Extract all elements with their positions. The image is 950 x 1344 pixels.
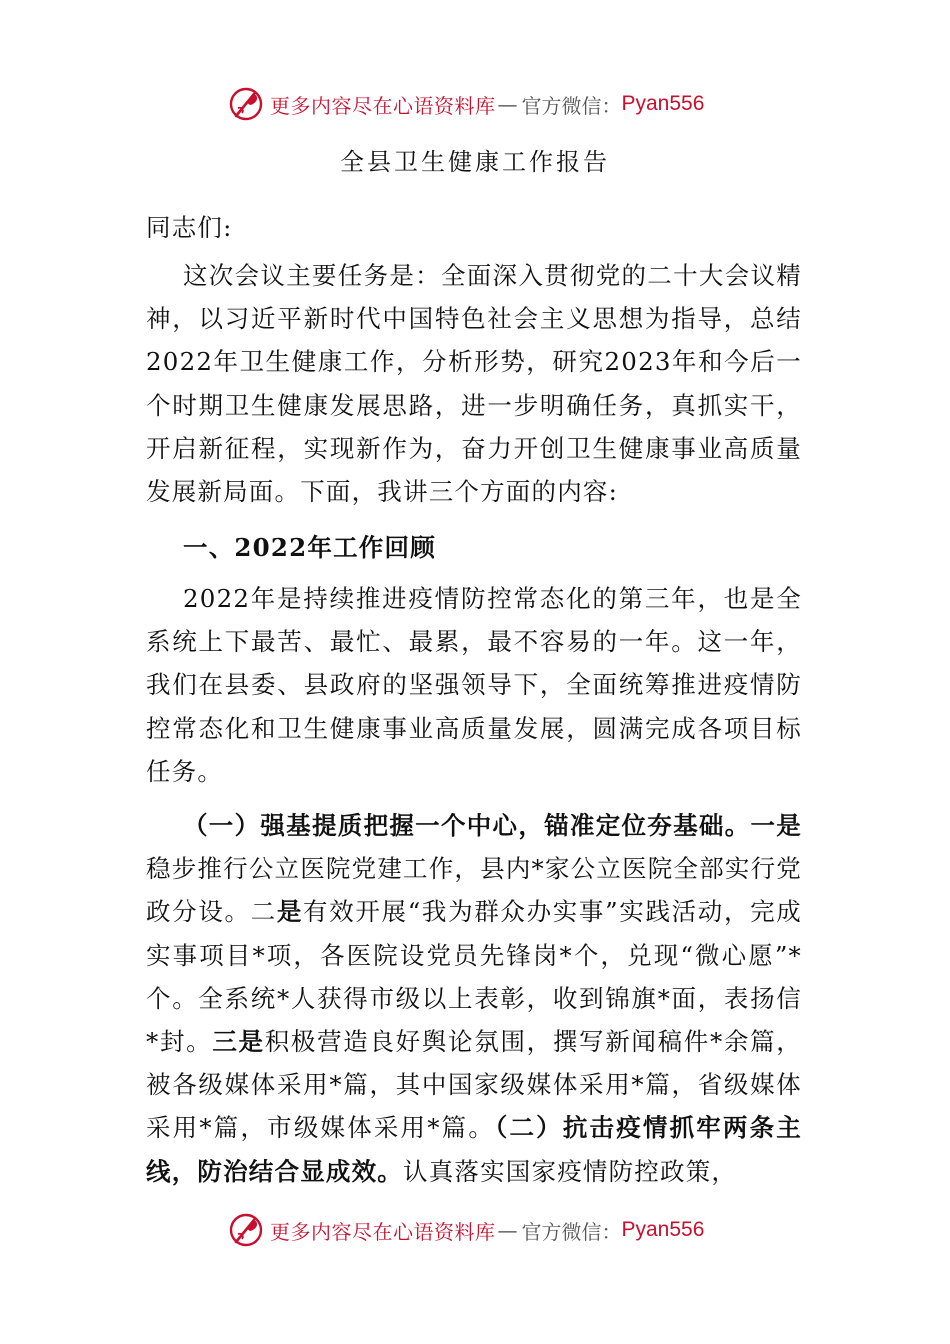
- paragraph-bold-4: （二）抗击疫情抓牢两条主线，防治结合显成效。: [146, 1113, 802, 1186]
- watermark-wechat-label: 官方微信：: [521, 1219, 622, 1244]
- document-title: 全县卫生健康工作报告: [340, 148, 610, 176]
- paragraph-bold-3: 三是: [212, 1027, 265, 1057]
- paragraph-lead: （一）强基提质把握一个中心，锚准定位夯基础。一是: [183, 811, 802, 840]
- watermark-separator: —: [497, 1218, 518, 1242]
- intro-paragraph: 这次会议主要任务是：全面深入贯彻党的二十大会议精神，以习近平新时代中国特色社会主义思想为指导，总结2022年卫生健康工作，分析形势，研究2023年和今后一个时期卫生健康发展思路，进一步明确任务，真抓实干，开启新征程，实现新作为，奋力开创卫生健康事业高质量发展新局面。下面，我讲三个方面的内容:: [146, 261, 802, 507]
- paragraph-text-4: 积极营造良好舆论氛围，撰写新闻稿件*余篇，被各级媒体采用*篇，其中国家级媒体采用*篇，省级媒体采用*篇，市级媒体采用*篇。: [146, 1027, 802, 1143]
- paragraph-text-3: 有效开展“我为群众办实事”实践活动，完成实事项目*项，各医院设党员先锋岗*个，兑现“微心愿”*个。全系统*人获得市级以上表彰，收到锦旗*面，表扬信*封。: [146, 897, 802, 1057]
- watermark-wechat-id: Pyan556: [621, 1218, 705, 1241]
- quill-logo-icon: [228, 1212, 264, 1248]
- detail-paragraph: [146, 804, 802, 1193]
- paragraph-text-1: 稳步推行公立医院党建工作，县内*家公立医院全部实行党政分设。: [146, 854, 802, 927]
- greeting: 同志们:: [146, 213, 233, 242]
- paragraph-text-5: 认真落实国家疫情防控政策，: [403, 1156, 738, 1186]
- section-paragraph: 2022年是持续推进疫情防控常态化的第三年，也是全系统上下最苦、最忙、最累，最不容易的一年。这一年，我们在县委、县政府的坚强领导下，全面统筹推进疫情防控常态化和卫生健康事业高质量发展，圆满完成各项目标任务。: [146, 584, 802, 786]
- watermark-separator: —: [497, 92, 518, 116]
- watermark-wechat-label: 官方微信：: [521, 93, 622, 118]
- watermark-text: 更多内容尽在心语资料库: [270, 93, 496, 118]
- watermark-banner-bottom: [228, 1210, 704, 1250]
- watermark-text: 更多内容尽在心语资料库: [270, 1219, 496, 1244]
- paragraph-bold-2: 是: [276, 897, 304, 927]
- paragraph-text-2: 二: [250, 897, 277, 927]
- watermark-wechat-id: Pyan556: [621, 92, 705, 115]
- watermark-banner-top: [228, 84, 704, 124]
- section-heading: 一、2022年工作回顾: [183, 533, 436, 562]
- quill-logo-icon: [228, 86, 264, 122]
